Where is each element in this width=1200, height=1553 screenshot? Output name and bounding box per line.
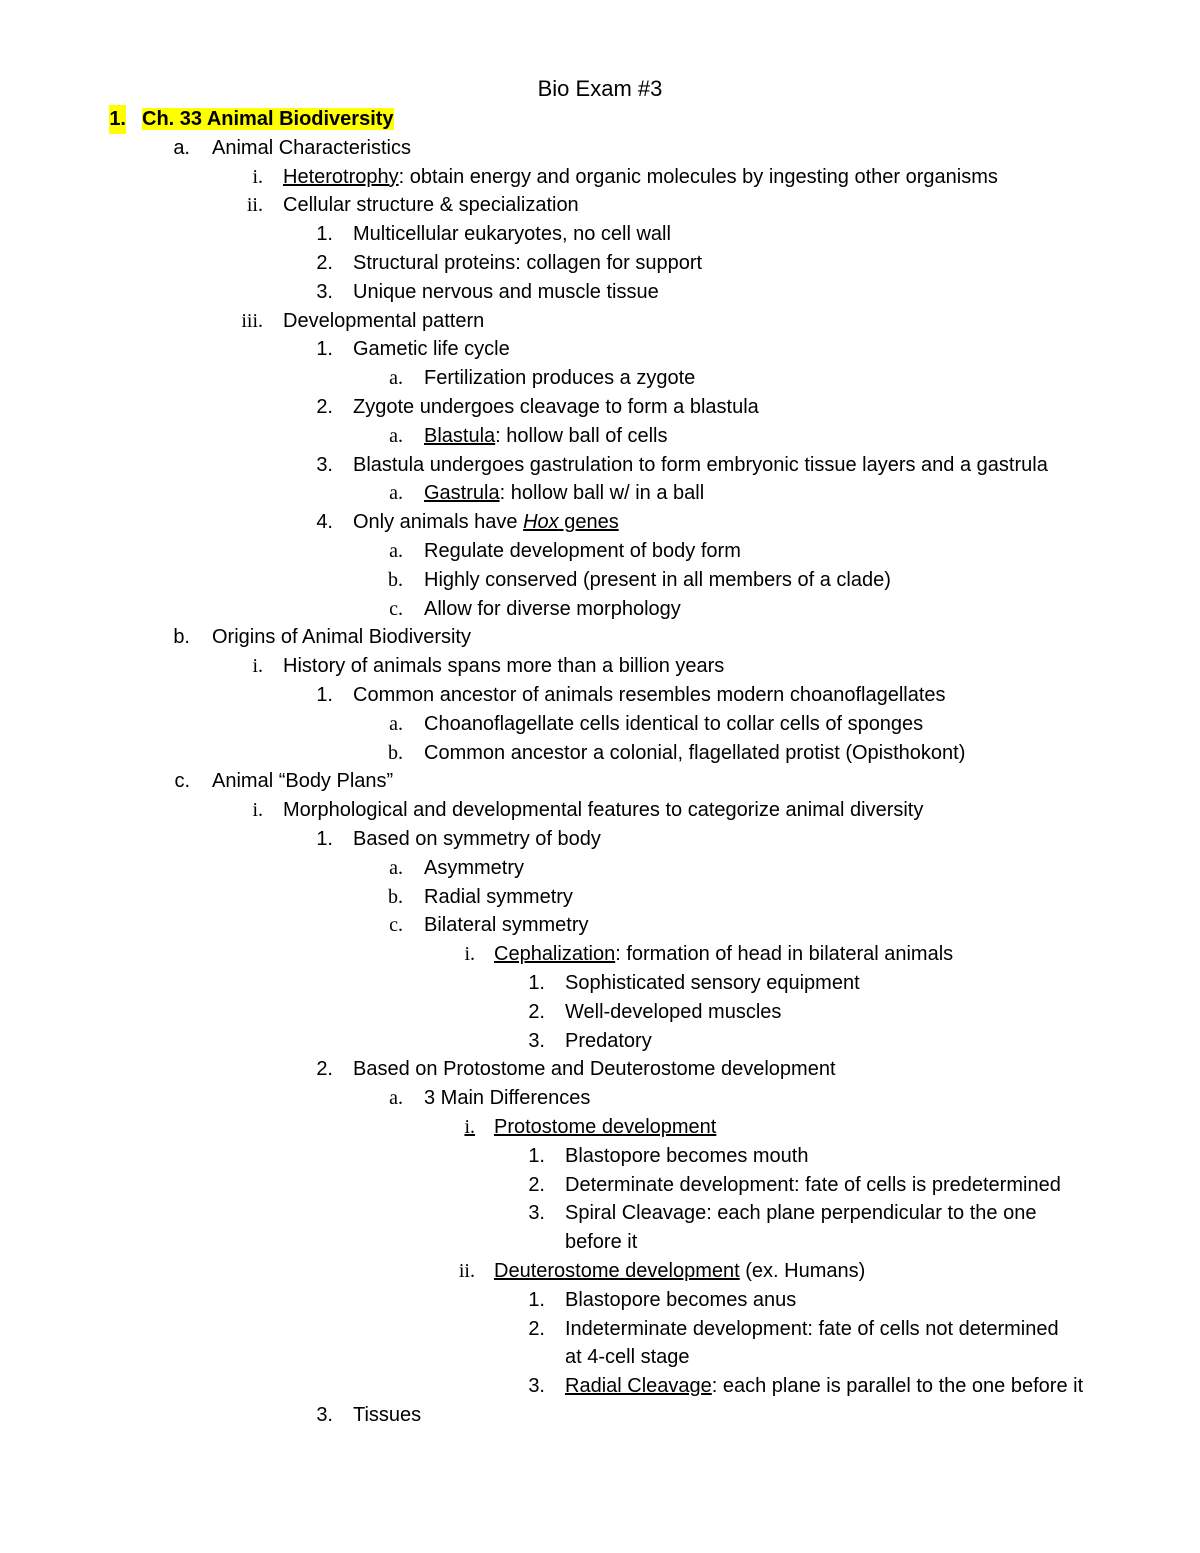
outline-item — [0, 249, 1200, 278]
outline-marker: 1. — [528, 1288, 545, 1311]
outline-item — [0, 566, 1200, 595]
outline-text — [424, 710, 923, 739]
outline-item — [0, 595, 1200, 624]
outline-text — [353, 278, 659, 307]
outline-item — [0, 1199, 1200, 1228]
text-segment: Structural proteins: collagen for support — [353, 252, 703, 274]
outline-item — [0, 191, 1200, 220]
outline-text — [283, 796, 923, 825]
outline-text — [565, 1343, 690, 1372]
outline-text — [353, 220, 671, 249]
outline-item — [0, 278, 1200, 307]
text-segment: Determinate development: fate of cells is predetermined — [565, 1173, 1061, 1196]
outline-text — [424, 1084, 590, 1113]
text-segment: Based on symmetry of body — [353, 828, 601, 850]
text-segment: Allow for diverse morphology — [424, 597, 681, 620]
outline-text — [424, 566, 891, 595]
outline-item — [0, 1084, 1200, 1113]
outline-text — [565, 1315, 1059, 1344]
outline-marker: a. — [389, 1087, 403, 1110]
outline-item — [0, 1372, 1200, 1401]
text-segment: Only animals have — [353, 511, 524, 534]
outline-marker: 1. — [316, 223, 333, 246]
outline-text — [565, 1027, 652, 1056]
outline-item — [0, 1055, 1200, 1084]
text-segment: Origins of Animal Biodiversity — [212, 626, 471, 649]
outline-item — [0, 1113, 1200, 1142]
text-segment: Common ancestor a colonial, flagellated protist (Opisthokont) — [424, 741, 966, 764]
outline-item — [0, 911, 1200, 940]
outline-marker: 1. — [316, 828, 333, 850]
outline-item — [0, 796, 1200, 825]
outline-item — [0, 1401, 1200, 1430]
outline-text — [424, 422, 667, 451]
outline-text — [283, 163, 998, 192]
outline-marker: b. — [388, 568, 403, 591]
text-segment: Common ancestor of animals resembles modern choanoflagellates — [353, 684, 946, 706]
text-segment: History of animals spans more than a billion years — [283, 655, 725, 678]
outline-item — [0, 623, 1200, 652]
text-segment: Animal “Body Plans” — [212, 770, 394, 793]
underlined-term: Cephalization — [494, 943, 616, 966]
outline-item — [0, 1027, 1200, 1056]
outline-item — [0, 1171, 1200, 1200]
text-segment: : obtain energy and organic molecules by ingesting other organisms — [398, 165, 998, 188]
outline-item — [0, 479, 1200, 508]
underlined-term: Radial Cleavage — [565, 1375, 712, 1398]
outline-marker: 3. — [316, 280, 333, 303]
outline-marker: b. — [173, 626, 190, 649]
outline-marker: 2. — [528, 1000, 545, 1023]
outline-text — [353, 249, 702, 278]
underlined-term: Deuterostome development — [494, 1260, 740, 1282]
outline-item — [0, 307, 1200, 336]
text-segment: Blastula undergoes gastrulation to form embryonic tissue layers and a gastrula — [353, 453, 1048, 476]
outline-text — [212, 767, 393, 796]
text-segment: Indeterminate development: fate of cells not determined — [565, 1317, 1059, 1340]
outline-item — [0, 1142, 1200, 1171]
text-segment: Cellular structure & specialization — [283, 194, 579, 217]
outline-text — [565, 1171, 1061, 1200]
text-segment: Unique nervous and muscle tissue — [353, 280, 659, 303]
outline-text — [424, 911, 588, 940]
outline-item — [0, 134, 1200, 163]
outline-marker: c. — [389, 597, 403, 620]
outline-item — [0, 220, 1200, 249]
outline-item — [0, 105, 1200, 134]
underlined-term: Blastula — [424, 424, 496, 447]
text-segment: Regulate development of body form — [424, 540, 741, 562]
outline-text — [565, 1228, 637, 1257]
outline-item — [0, 335, 1200, 364]
outline-text — [424, 595, 681, 624]
outline-item — [0, 883, 1200, 912]
outline-text — [424, 364, 695, 393]
outline-item — [0, 739, 1200, 768]
text-segment: Multicellular eukaryotes, no cell wall — [353, 223, 671, 246]
text-segment: : formation of head in bilateral animals — [615, 943, 954, 966]
text-segment: Radial symmetry — [424, 885, 573, 908]
text-segment: Spiral Cleavage: each plane perpendicular to the one — [565, 1202, 1037, 1225]
underlined-term: Heterotrophy — [283, 165, 399, 188]
outline-item — [0, 940, 1200, 969]
underlined-term: Gastrula — [424, 482, 500, 505]
outline-text — [142, 105, 394, 134]
outline-text — [353, 335, 510, 364]
outline-item — [0, 1343, 1200, 1372]
text-segment: Based on Protostome and Deuterostome development — [353, 1058, 836, 1081]
text-segment: 3 Main Differences — [424, 1087, 591, 1110]
text-segment: Animal Characteristics — [212, 136, 411, 159]
outline-text — [565, 1372, 1083, 1401]
outline-marker: 3. — [528, 1375, 545, 1398]
text-segment: Highly conserved (present in all members of a clade) — [424, 568, 891, 591]
outline-text — [494, 1113, 716, 1142]
text-segment: : hollow ball w/ in a ball — [499, 482, 705, 505]
outline-marker: 3. — [528, 1202, 545, 1225]
text-segment: Blastopore becomes anus — [565, 1288, 797, 1311]
outline-marker: a. — [389, 367, 403, 390]
outline-marker: a. — [389, 856, 403, 879]
outline-item — [0, 422, 1200, 451]
outline-text — [353, 1401, 421, 1430]
outline-marker: 4. — [316, 511, 333, 534]
text-segment: : hollow ball of cells — [495, 424, 668, 447]
outline-text — [353, 825, 601, 854]
text-segment: Zygote undergoes cleavage to form a blastula — [353, 396, 759, 418]
outline-marker: i. — [252, 165, 263, 188]
outline-text — [565, 1199, 1036, 1228]
text-segment: Blastopore becomes mouth — [565, 1144, 809, 1167]
text-segment: Sophisticated sensory equipment — [565, 972, 860, 994]
outline-marker: 1. — [109, 105, 126, 134]
outline-marker: 1. — [316, 338, 333, 361]
outline-item — [0, 652, 1200, 681]
outline-item — [0, 364, 1200, 393]
text-segment: Gametic life cycle — [353, 338, 510, 361]
outline-marker: ii. — [246, 194, 263, 217]
text-segment: Choanoflagellate cells identical to collar cells of sponges — [424, 712, 924, 735]
outline-marker: 1. — [528, 1144, 545, 1167]
text-segment: Tissues — [353, 1404, 422, 1426]
outline-text — [565, 969, 860, 998]
outline-marker: 2. — [316, 396, 333, 418]
text-segment: Asymmetry — [424, 856, 524, 879]
outline-text — [424, 479, 704, 508]
outline-item — [0, 163, 1200, 192]
outline-marker: b. — [388, 741, 403, 764]
outline-text — [424, 537, 741, 566]
outline-item — [0, 1257, 1200, 1286]
text-segment: Morphological and developmental features to categorize animal diversity — [283, 799, 924, 822]
document-title: Bio Exam #3 — [537, 76, 663, 101]
outline-marker: i. — [464, 943, 475, 966]
outline-text — [353, 681, 946, 710]
outline-text — [494, 940, 953, 969]
outline-marker: ii. — [458, 1260, 475, 1282]
text-segment: Fertilization produces a zygote — [424, 367, 696, 390]
outline-marker: c. — [174, 770, 190, 793]
outline-item — [0, 998, 1200, 1027]
outline-marker: 2. — [528, 1173, 545, 1196]
outline-marker: a. — [173, 136, 190, 159]
outline-marker: 2. — [316, 1058, 333, 1081]
outline-marker: 2. — [528, 1317, 545, 1340]
outline-item — [0, 1228, 1200, 1257]
outline-marker: 3. — [316, 1404, 333, 1426]
outline-item — [0, 710, 1200, 739]
outline-item — [0, 537, 1200, 566]
outline-marker: iii. — [241, 309, 263, 332]
outline-text — [424, 883, 573, 912]
outline-text — [424, 854, 524, 883]
outline-text — [283, 307, 484, 336]
outline-item — [0, 508, 1200, 537]
underlined-term: genes — [558, 511, 619, 534]
outline-marker: i. — [464, 1116, 475, 1138]
outline-text — [424, 739, 965, 768]
text-segment: before it — [565, 1231, 638, 1254]
outline-text — [565, 1286, 796, 1315]
outline-text — [283, 191, 579, 220]
outline-text — [565, 1142, 808, 1171]
outline-marker: a. — [389, 540, 403, 562]
text-segment: : each plane is parallel to the one before it — [711, 1375, 1084, 1398]
outline-text — [353, 393, 759, 422]
outline-marker: a. — [389, 482, 403, 505]
text-segment: (ex. Humans) — [739, 1260, 866, 1282]
outline-item — [0, 825, 1200, 854]
outline-text — [353, 451, 1048, 480]
outline-item — [0, 1315, 1200, 1344]
underlined-term: Protostome development — [494, 1116, 717, 1138]
outline-marker: i. — [252, 655, 263, 678]
outline-item — [0, 854, 1200, 883]
outline-marker: c. — [389, 914, 403, 937]
outline-item — [0, 767, 1200, 796]
outline-marker: i. — [252, 799, 263, 822]
text-segment: at 4-cell stage — [565, 1346, 690, 1369]
outline-text — [565, 998, 781, 1027]
text-segment: Bilateral symmetry — [424, 914, 589, 937]
outline-marker: 1. — [316, 684, 333, 706]
outline-text — [353, 1055, 836, 1084]
outline-marker: a. — [389, 712, 403, 735]
text-segment: Ch. 33 Animal Biodiversity — [142, 108, 394, 130]
outline-item — [0, 1286, 1200, 1315]
text-segment: Predatory — [565, 1029, 652, 1052]
outline-text — [283, 652, 724, 681]
outline-marker: a. — [389, 424, 403, 447]
outline-marker: 2. — [316, 252, 333, 274]
outline-text — [494, 1257, 865, 1286]
outline-text — [212, 134, 411, 163]
outline-text — [212, 623, 471, 652]
outline-item — [0, 393, 1200, 422]
outline-text — [353, 508, 619, 537]
text-segment: Developmental pattern — [283, 309, 485, 332]
outline-item — [0, 451, 1200, 480]
outline-item — [0, 681, 1200, 710]
text-segment: Well-developed muscles — [565, 1000, 782, 1023]
outline-marker: 3. — [528, 1029, 545, 1052]
outline-item — [0, 969, 1200, 998]
outline-marker: 1. — [528, 972, 545, 994]
outline-marker: b. — [388, 885, 403, 908]
underlined-term: Hox — [523, 511, 559, 534]
outline-marker: 3. — [316, 453, 333, 476]
